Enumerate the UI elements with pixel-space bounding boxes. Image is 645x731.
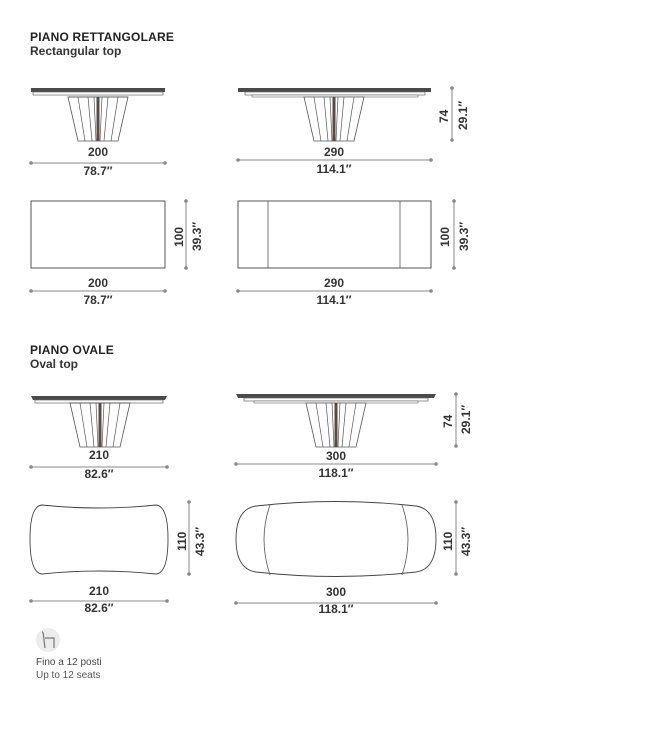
rect-side-large-cm: 290: [323, 145, 345, 159]
chair-icon: [36, 628, 60, 652]
oval-top-large-in: 118.1″: [318, 602, 354, 616]
oval-side-large-cm: 300: [325, 449, 347, 463]
oval-height-cm: 74: [441, 414, 455, 428]
rect-top-small-in: 78.7″: [83, 293, 113, 307]
oval-depth-small-in: 43.3″: [193, 526, 207, 556]
oval-top-small-in: 82.6″: [84, 601, 114, 615]
rect-depth-small-in: 39.3″: [190, 221, 204, 251]
rect-depth-large-cm: 100: [438, 226, 452, 247]
oval-side-small-in: 82.6″: [84, 467, 114, 481]
oval-top-large-cm: 300: [325, 585, 347, 599]
oval-section-title: PIANO OVALE: [30, 343, 114, 357]
rect-height-cm: 74: [437, 109, 451, 123]
oval-depth-small-cm: 110: [175, 531, 189, 551]
oval-top-view-large: [236, 502, 436, 577]
oval-height-in: 29.1″: [459, 404, 473, 434]
oval-side-view-large: [236, 394, 436, 447]
oval-side-large-in: 118.1″: [318, 466, 354, 480]
rect-section-title: PIANO RETTANGOLARE: [30, 30, 175, 44]
oval-top-view-small: [30, 505, 168, 574]
oval-section-subtitle: Oval top: [30, 357, 79, 371]
rect-top-view-large: [238, 201, 431, 268]
rect-side-view-large: [238, 88, 431, 141]
oval-depth-large-in: 43.3″: [459, 526, 473, 556]
rect-top-large-cm: 290: [323, 276, 345, 290]
rect-top-view-small: [31, 201, 165, 268]
rect-depth-small-cm: 100: [172, 226, 186, 247]
oval-side-small-cm: 210: [88, 448, 110, 462]
rect-top-large-in: 114.1″: [316, 293, 352, 307]
rect-section-subtitle: Rectangular top: [30, 44, 122, 58]
rect-side-small-in: 78.7″: [83, 164, 113, 178]
oval-depth-large-cm: 110: [441, 531, 455, 551]
seats-label-en: Up to 12 seats: [36, 670, 101, 681]
rect-side-view-small: [31, 88, 165, 141]
rect-top-small-cm: 200: [87, 276, 109, 290]
rect-side-small-cm: 200: [87, 145, 109, 159]
oval-top-small-cm: 210: [88, 584, 110, 598]
seats-label-it: Fino a 12 posti: [36, 657, 102, 668]
rect-side-large-in: 114.1″: [316, 162, 352, 176]
rect-depth-large-in: 39.3″: [457, 221, 471, 251]
oval-side-view-small: [31, 396, 167, 447]
rect-height-in: 29.1″: [456, 100, 470, 130]
rect-depth-line-large: [452, 199, 456, 270]
